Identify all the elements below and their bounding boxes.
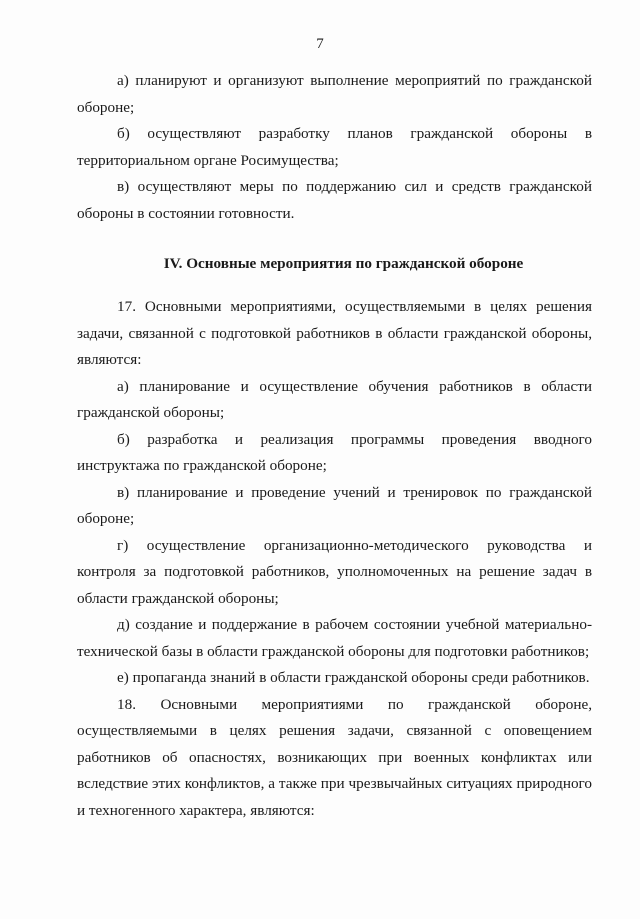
paragraph-17-intro: 17. Основными мероприятиями, осуществляемыми в целях решения задачи, связанной с подготовкой работников в области гражданской обороны, являются: bbox=[77, 298, 592, 368]
item-a-plan-organize: а) планируют и организуют выполнение мероприятий по гражданской обороне; bbox=[77, 72, 592, 116]
paragraph-17-item-b: б) разработка и реализация программы проведения вводного инструктажа по гражданской обороне; bbox=[77, 430, 592, 474]
paragraph-17-item-a: а) планирование и осуществление обучения работников в области гражданской обороны; bbox=[77, 377, 592, 421]
paragraph-18-intro: 18. Основными мероприятиями по гражданской обороне, осуществляемыми в целях решения задачи, связанной с оповещением работников об опасностях, возникающих при военных конфликтах или вследствие этих конфликтов, а также при чрезвычайных ситуациях природного и техногенного характера, являются: bbox=[77, 695, 592, 819]
paragraph-17-item-g: г) осуществление организационно-методического руководства и контроля за подготовкой работников, уполномоченных на решение задач в области гражданской обороны; bbox=[77, 536, 592, 607]
paragraph-17-item-e: е) пропаганда знаний в области гражданской обороны среди работников. bbox=[117, 669, 590, 686]
paragraph-17-item-d: д) создание и поддержание в рабочем состоянии учебной материально-технической базы в области гражданской обороны для подготовки работников; bbox=[77, 616, 592, 660]
item-v-maintain-forces: в) осуществляют меры по поддержанию сил и средств гражданской обороны в состоянии готовности. bbox=[77, 178, 592, 222]
paragraph-17-item-v: в) планирование и проведение учений и тренировок по гражданской обороне; bbox=[77, 483, 592, 527]
page-number: 7 bbox=[316, 36, 324, 52]
section-heading: IV. Основные мероприятия по гражданской обороне bbox=[163, 255, 524, 272]
item-b-develop-plans: б) осуществляют разработку планов гражданской обороны в территориальном органе Росимущества; bbox=[77, 125, 592, 169]
document-body bbox=[77, 68, 592, 824]
